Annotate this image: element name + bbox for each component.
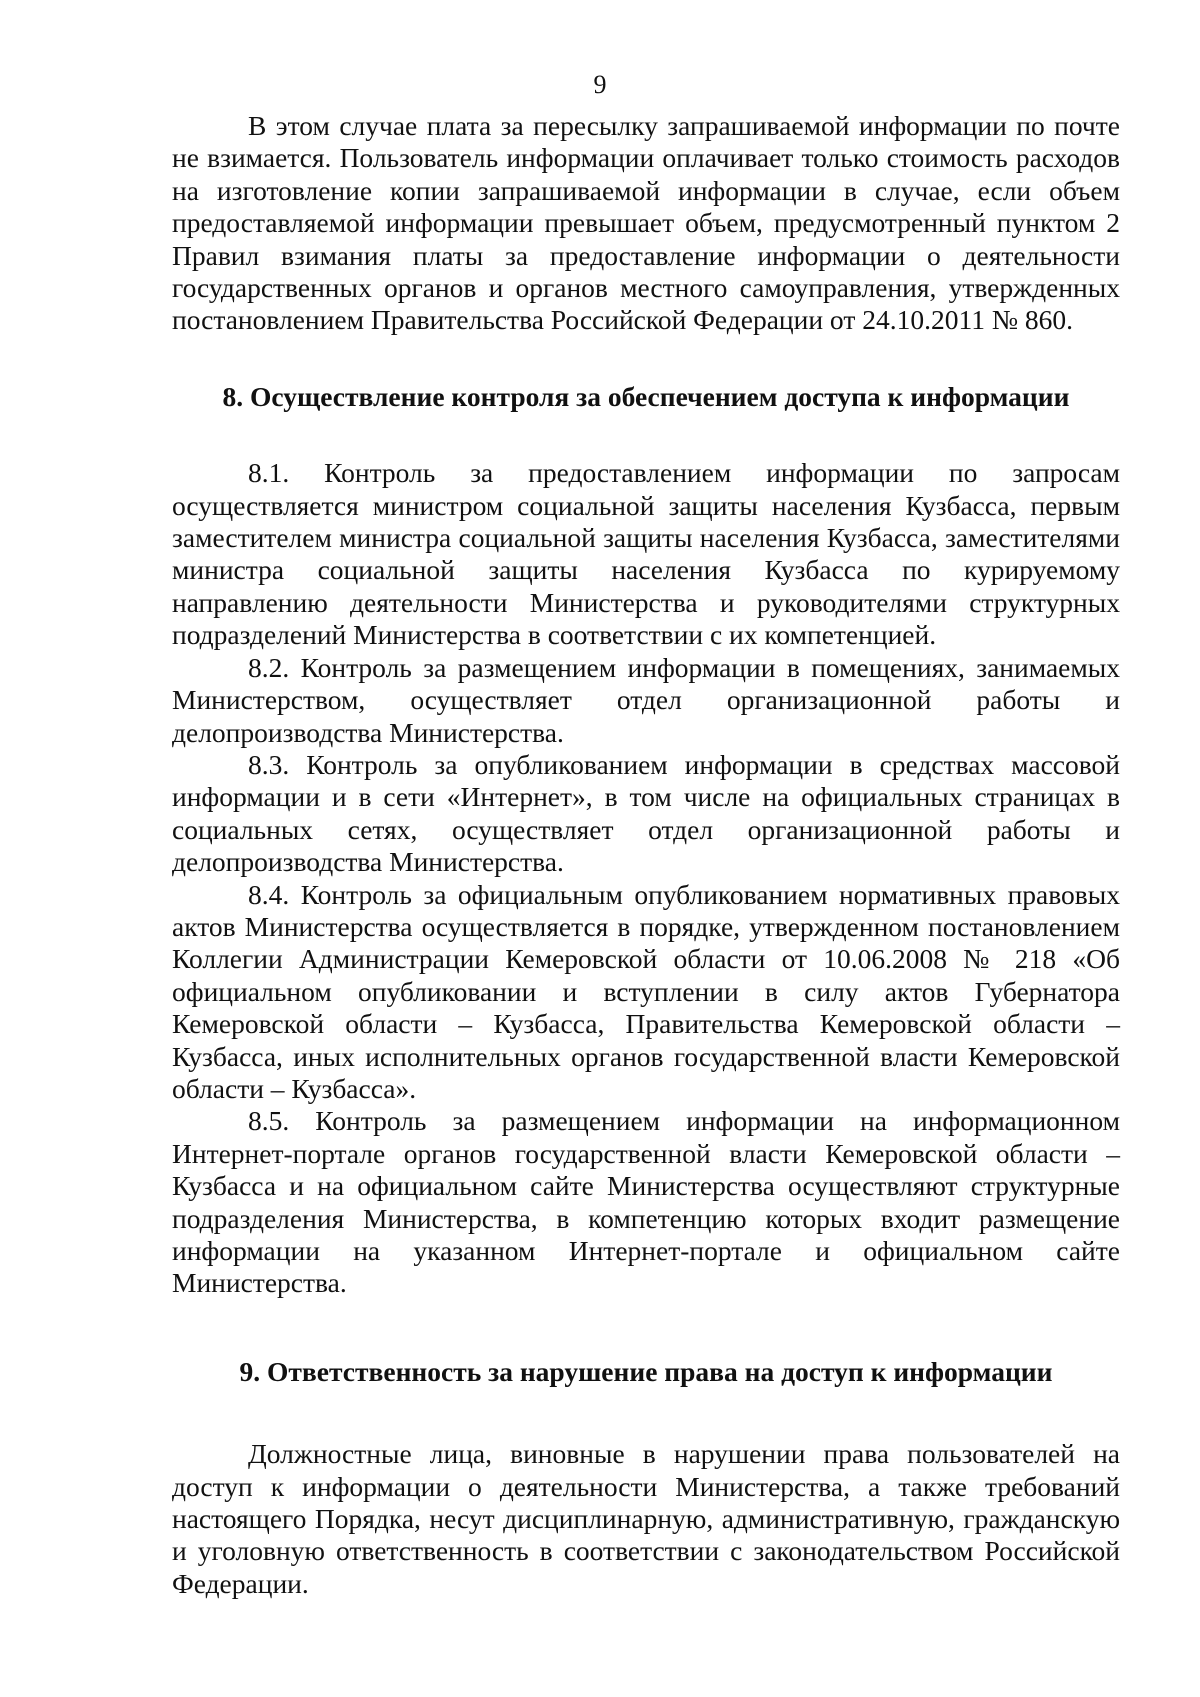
- page-number: 9: [593, 70, 607, 99]
- paragraph-8-1: 8.1. Контроль за предоставлением информации по запросам осуществляется министром социальной защиты населения Кузбасса, первым заместителем министра социальной защиты населения Кузбасса, заместителями министра социальной защиты населения Кузбасса по курируемому направлению деятельности Министерства и руководителями структурных подразделений Министерства в соответствии с их компетенцией.: [172, 457, 1120, 651]
- paragraph-8-5: 8.5. Контроль за размещением информации на информационном Интернет-портале органов государственной власти Кемеровской области – Кузбасса и на официальном сайте Министерства осуществляют структурные подразделения Министерства, в компетенцию которых входит размещение информации на указанном Интернет-портале и официальном сайте Министерства.: [172, 1105, 1120, 1299]
- paragraph-8-3: 8.3. Контроль за опубликованием информации в средствах массовой информации и в сети «Интернет», в том числе на официальных страницах в социальных сетях, осуществляет отдел организационной работы и делопроизводства Министерства.: [172, 748, 1120, 878]
- paragraph-8-4: 8.4. Контроль за официальным опубликованием нормативных правовых актов Министерства осуществляется в порядке, утвержденном постановлением Коллегии Администрации Кемеровской области от 10.06.2008 № 218 «Об официальном опубликовании и вступлении в силу актов Губернатора Кемеровской области – Кузбасса, Правительства Кемеровской области – Кузбасса, иных исполнительных органов государственной власти Кемеровской области – Кузбасса».: [172, 878, 1120, 1104]
- document-body: [172, 110, 1120, 1600]
- section-8-heading: 8. Осуществление контроля за обеспечением доступа к информации: [222, 380, 1070, 412]
- paragraph-9-1: Должностные лица, виновные в нарушении права пользователей на доступ к информации о деятельности Министерства, а также требований настоящего Порядка, несут дисциплинарную, административную, гражданскую и уголовную ответственность в соответствии с законодательством Российской Федерации.: [172, 1438, 1120, 1599]
- intro-paragraph: В этом случае плата за пересылку запрашиваемой информации по почте не взимается. Пользователь информации оплачивает только стоимость расходов на изготовление копии запрашиваемой информации в случае, если объем предоставляемой информации превышает объем, предусмотренный пунктом 2 Правил взимания платы за предоставление информации о деятельности государственных органов и органов местного самоуправления, утвержденных постановлением Правительства Российской Федерации от 24.10.2011 № 860.: [172, 110, 1120, 336]
- section-9-heading: 9. Ответственность за нарушение права на доступ к информации: [239, 1355, 1053, 1387]
- paragraph-8-2: 8.2. Контроль за размещением информации в помещениях, занимаемых Министерством, осуществляет отдел организационной работы и делопроизводства Министерства.: [172, 651, 1120, 748]
